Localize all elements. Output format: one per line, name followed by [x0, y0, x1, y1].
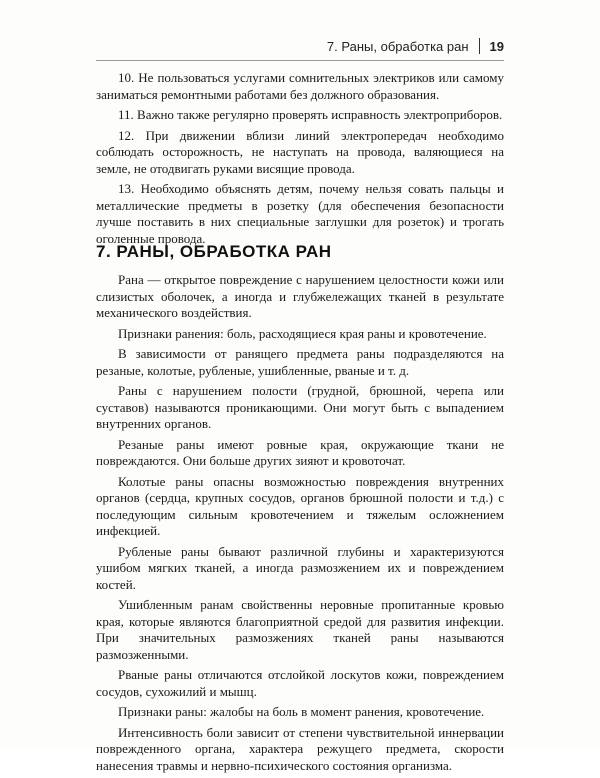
paragraph: Ушибленным ранам свойственны неровные пропитанные кровью края, которые являются благоприятной средой для развития инфекции. При значительных размозжениях тканей раны называются размозженными. [96, 597, 504, 662]
paragraph: Раны с нарушением полости (грудной, брюшной, черепа или суставов) называются проникающими. Они могут быть с выпадением внутренних органов. [96, 383, 504, 431]
paragraph: Рубленые раны бывают различной глубины и характеризуются ушибом мягких тканей, а иногда размозжением их и повреждением костей. [96, 543, 504, 592]
paragraph: 13. Необходимо объяснять детям, почему нельзя совать пальцы и металлические предметы в розетку (для обеспечения безопасности лучше поставить в них специальные заглушки для розеток) и трогать оголенные провода. [96, 181, 504, 246]
paragraph: 12. При движении вблизи линий электропередач необходимо соблюдать осторожность, не наступать на провода, валяющиеся на земле, не отодвигать руками висящие провода. [96, 127, 504, 176]
paragraph: Колотые раны опасны возможностью повреждения внутренних органов (сердца, крупных сосудов, органов брюшной полости и т.д.) с последующим сильным кровотечением и тяжелым осложнением инфекцией. [96, 473, 504, 538]
paragraph: В зависимости от ранящего предмета раны подразделяются на резаные, колотые, рубленые, ушибленные, рваные и т. д. [96, 346, 504, 378]
running-header [327, 38, 504, 54]
paragraph: Признаки ранения: боль, расходящиеся края раны и кровотечение. [118, 325, 487, 341]
page-number: 19 [489, 38, 504, 54]
paragraph: Признаки раны: жалобы на боль в момент ранения, кровотечение. [118, 704, 485, 719]
header-separator [479, 38, 480, 54]
top-text-block [96, 70, 504, 251]
chapter-title: 7. Раны, обработка ран [326, 38, 469, 54]
header-rule [96, 60, 504, 61]
paragraph: 11. Важно также регулярно проверять исправность электроприборов. [118, 107, 503, 122]
paragraph: Резаные раны имеют ровные края, окружающие ткани не повреждаются. Они больше других зияют и кровоточат. [96, 436, 504, 468]
paragraph: Рана — открытое повреждение с нарушением целостности кожи или слизистых оболочек, а иногда и глубжележащих тканей в результате механического воздействия. [96, 272, 504, 320]
main-text-block [96, 272, 504, 778]
paragraph: Интенсивность боли зависит от степени чувствительной иннервации поврежденного органа, характера режущего предмета, скорости нанесения травмы и нервно-психического состояния организма. [96, 724, 504, 773]
section-heading: 7. РАНЫ, ОБРАБОТКА РАН [96, 242, 332, 261]
paragraph: Рваные раны отличаются отслойкой лоскутов кожи, повреждением сосудов, сухожилий и мышц. [96, 667, 504, 699]
paragraph: 10. Не пользоваться услугами сомнительных электриков или самому заниматься ремонтными работами без должного образования. [96, 70, 504, 102]
